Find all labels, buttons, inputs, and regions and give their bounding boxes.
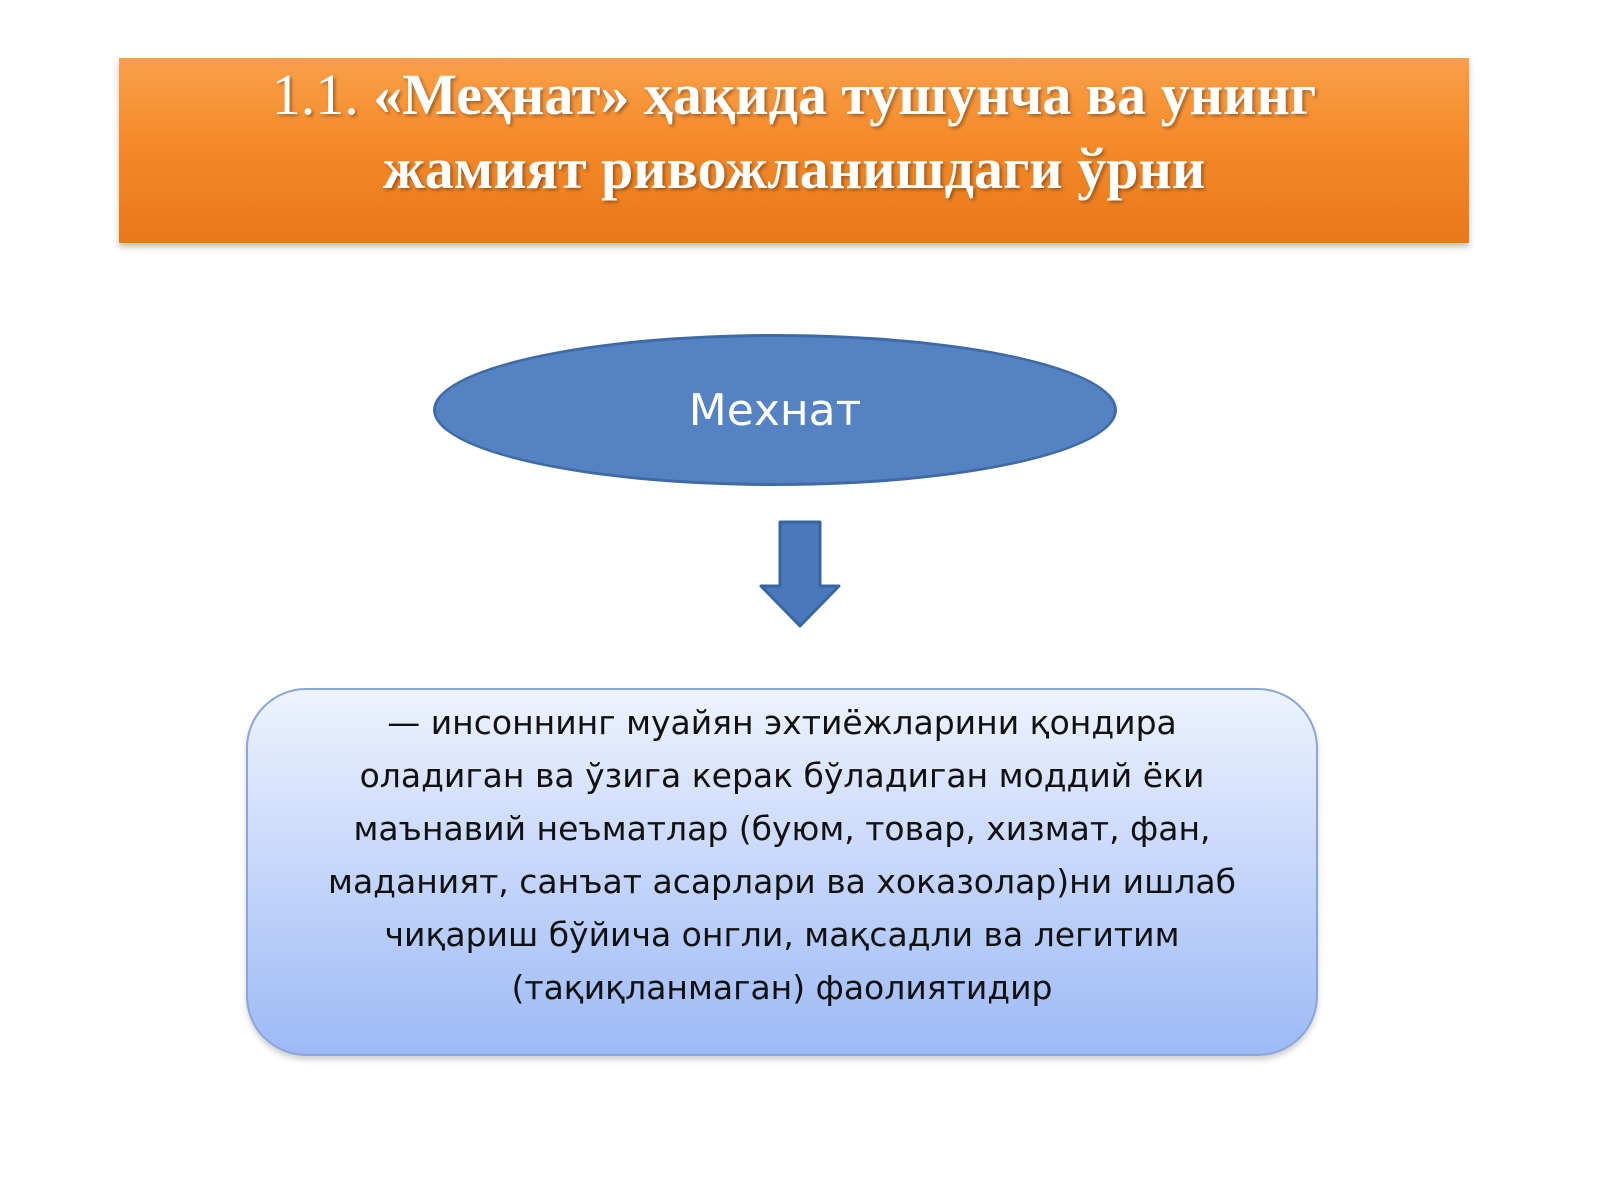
definition-line-2: оладиган ва ўзига керак бўладиган моддий ёки [359,756,1205,795]
concept-ellipse [433,334,1117,486]
definition-line-3: маънавий неъматлар (буюм, товар, хизмат, фан, [353,809,1211,848]
concept-label: Мехнат [688,384,862,436]
definition-line-4: маданият, санъат асарлари ва хоказолар)ни ишлаб [328,862,1236,901]
title-main: «Меҳнат» ҳақида тушунча ва унинг [373,62,1317,127]
definition-line-6: (тақиқланмаган) фаолиятидир [511,968,1053,1007]
definition-line-1: — инсоннинг муайян эхтиёжларини қондира [387,703,1177,742]
down-arrow-icon [758,520,842,630]
title-number: 1.1. [271,62,359,127]
title-line-2: жамият ривожланишдаги ўрни [382,136,1206,201]
title-line-1 [119,58,1469,132]
definition-box [246,688,1318,1056]
definition-line-5: чиқариш бўйича онгли, мақсадли ва легитим [384,915,1180,954]
title-banner [119,58,1469,243]
